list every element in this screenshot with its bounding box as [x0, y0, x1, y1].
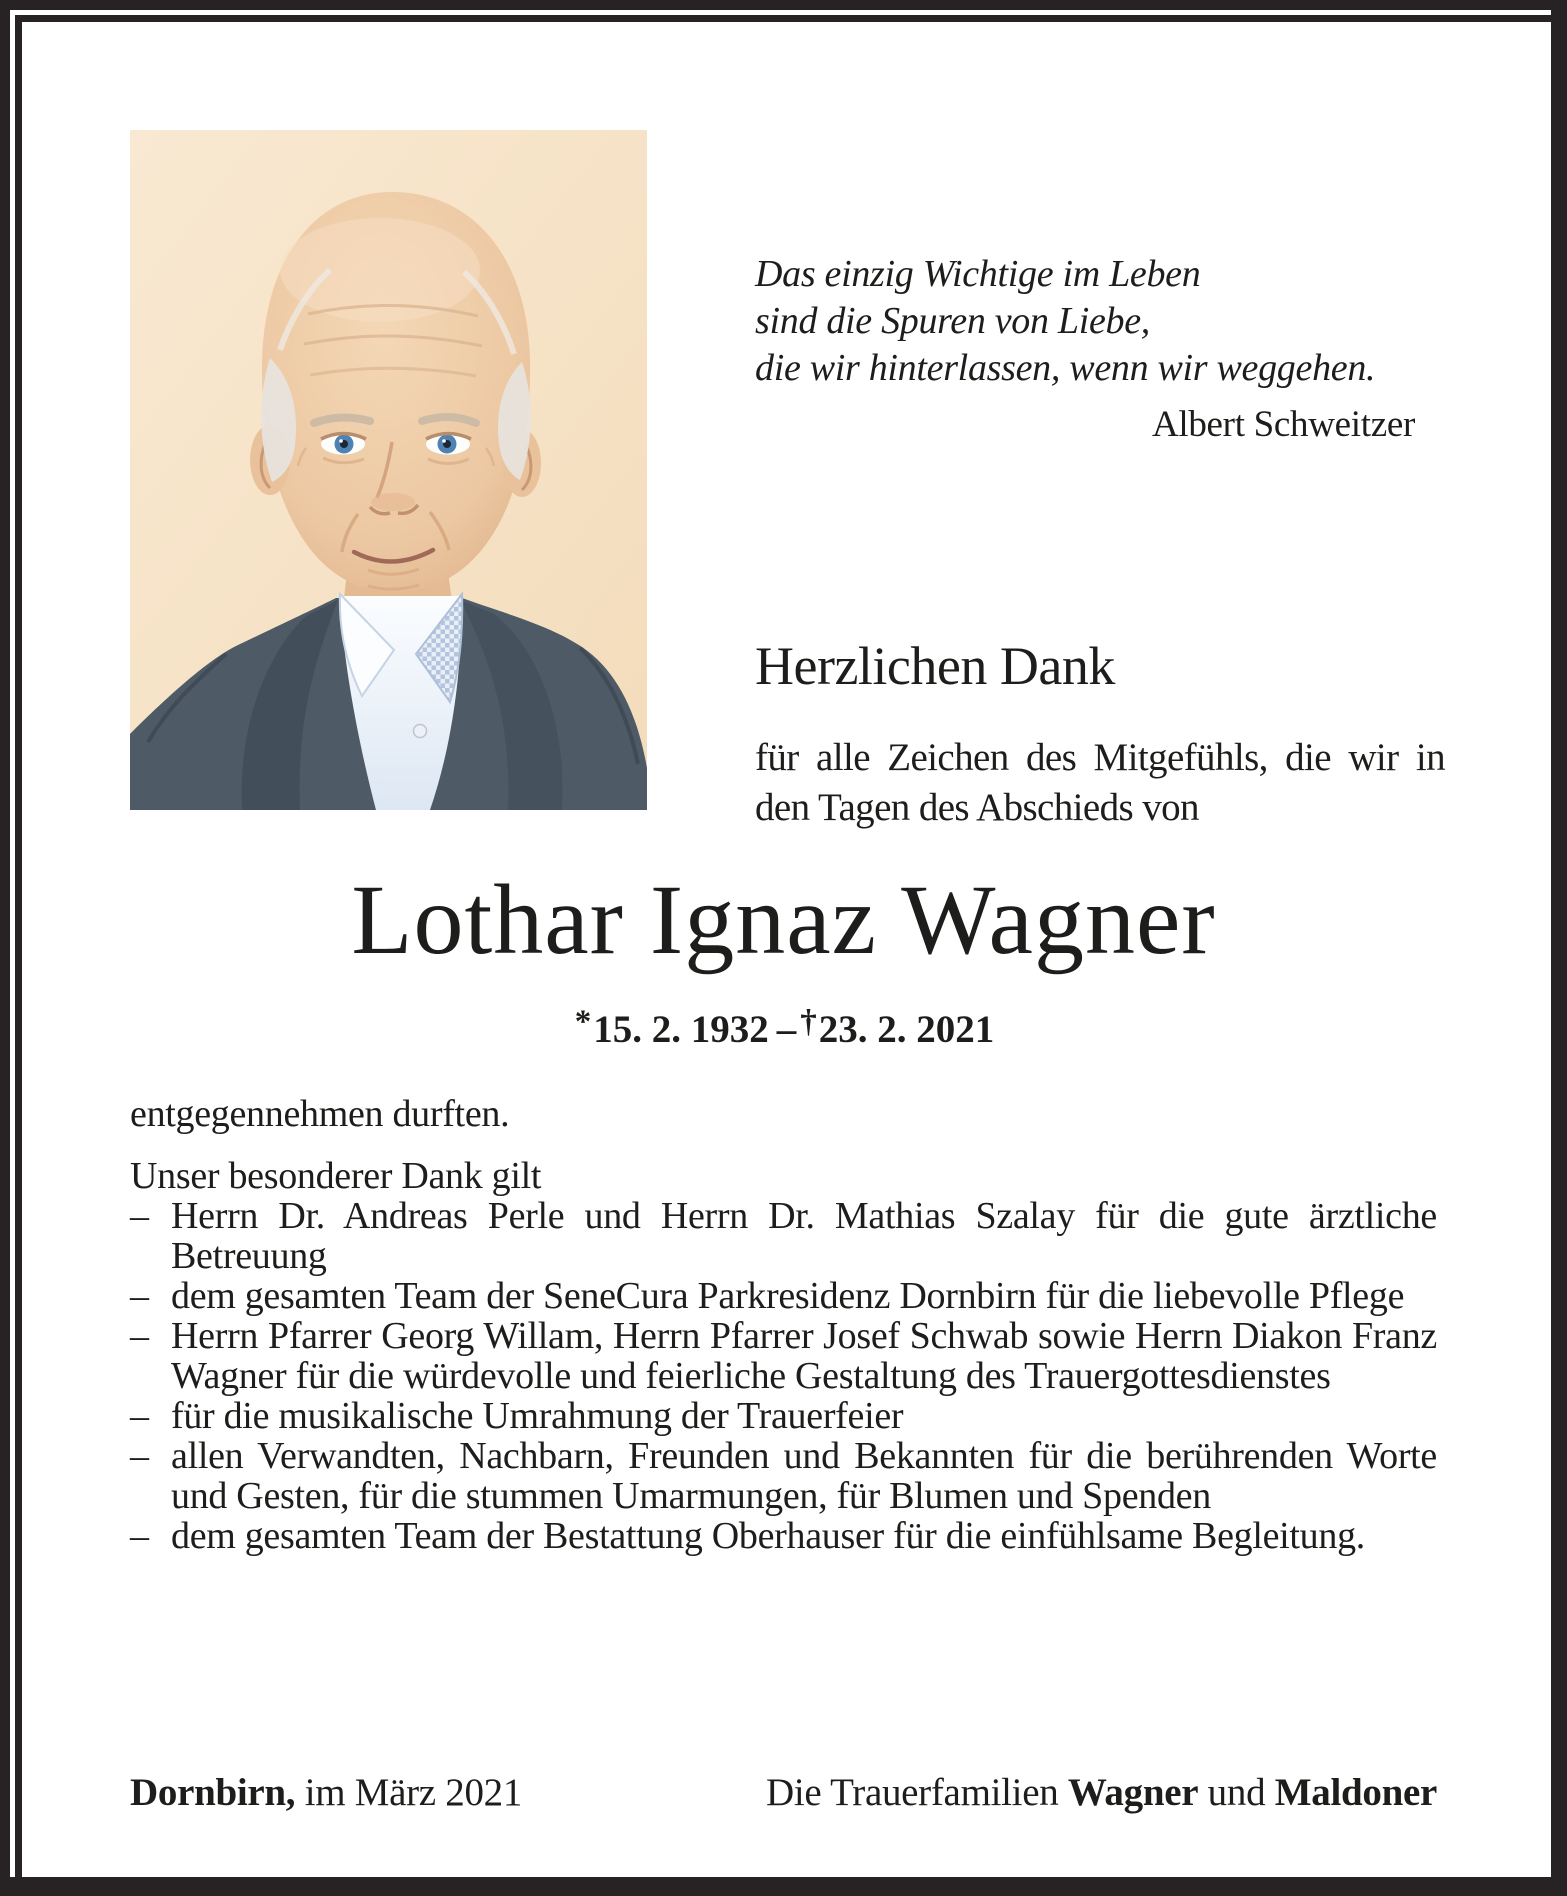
- dates-separator: –: [776, 1008, 797, 1051]
- death-cross-icon: †: [800, 1004, 817, 1040]
- list-dash: –: [130, 1435, 149, 1477]
- list-dash: –: [130, 1515, 149, 1557]
- deceased-name: Lothar Ignaz Wagner: [351, 864, 1216, 975]
- birth-star-icon: *: [574, 1004, 592, 1040]
- thanks-list-item: [130, 1276, 1437, 1316]
- families-prefix: Die Trauerfamilien: [765, 1771, 1068, 1814]
- mourning-families: [766, 1772, 1437, 1815]
- life-dates: [0, 1004, 1567, 1051]
- place-and-date: [130, 1772, 522, 1815]
- intro-paragraph: für alle Zeichen des Mitgefühls, die wir in den Tagen des Abschieds von: [755, 736, 1445, 829]
- thanks-item-text: für die musikalische Umrahmung der Trauerfeier: [171, 1395, 904, 1437]
- thanks-list-item: [130, 1516, 1437, 1556]
- thanks-heading: Herzlichen Dank: [755, 636, 1115, 696]
- families-conjunction: und: [1198, 1771, 1275, 1814]
- date-text: im März 2021: [295, 1771, 523, 1814]
- thanks-list-item: [130, 1436, 1437, 1516]
- list-dash: –: [130, 1395, 149, 1437]
- thanks-intro-line: Unser besonderer Dank gilt: [130, 1155, 542, 1197]
- birth-date: 15. 2. 1932: [593, 1008, 769, 1051]
- portrait-illustration: [130, 130, 647, 810]
- thanks-list-item: [130, 1196, 1437, 1276]
- thanks-list-item: [130, 1396, 1437, 1436]
- memorial-quote: [755, 251, 1455, 448]
- family-name-1: Wagner: [1067, 1771, 1199, 1814]
- thanks-item-text: allen Verwandten, Nachbarn, Freunden und Bekannten für die berührenden Worte und Gesten, für die stummen Umarmungen, für Blumen und Spenden: [171, 1435, 1437, 1517]
- thanks-item-text: dem gesamten Team der SeneCura Parkresidenz Dornbirn für die liebevolle Pflege: [171, 1275, 1405, 1317]
- family-name-2: Maldoner: [1274, 1771, 1437, 1814]
- quote-line-1: Das einzig Wichtige im Leben: [755, 253, 1201, 295]
- place-name: Dornbirn,: [130, 1771, 296, 1814]
- thanks-list-item: [130, 1316, 1437, 1396]
- quote-line-2: sind die Spuren von Liebe,: [755, 300, 1151, 342]
- thanks-item-text: Herrn Pfarrer Georg Willam, Herrn Pfarrer Josef Schwab sowie Herrn Diakon Franz Wagner für die würdevolle und feierliche Gestaltung des Trauergottesdienstes: [171, 1315, 1437, 1397]
- footer-line: [130, 1772, 1437, 1815]
- death-date: 23. 2. 2021: [818, 1008, 995, 1051]
- quote-line-3: die wir hinterlassen, wenn wir weggehen.: [755, 347, 1376, 389]
- thanks-item-text: dem gesamten Team der Bestattung Oberhauser für die einfühlsame Begleitung.: [171, 1515, 1365, 1557]
- list-dash: –: [130, 1195, 149, 1237]
- thanks-item-text: Herrn Dr. Andreas Perle und Herrn Dr. Mathias Szalay für die gute ärztliche Betreuung: [171, 1195, 1437, 1277]
- list-dash: –: [130, 1315, 149, 1357]
- portrait-photo: [130, 130, 647, 810]
- quote-attribution: Albert Schweitzer: [1151, 404, 1415, 445]
- list-dash: –: [130, 1275, 149, 1317]
- thanks-list: [130, 1196, 1437, 1556]
- received-line: entgegennehmen durften.: [130, 1093, 510, 1135]
